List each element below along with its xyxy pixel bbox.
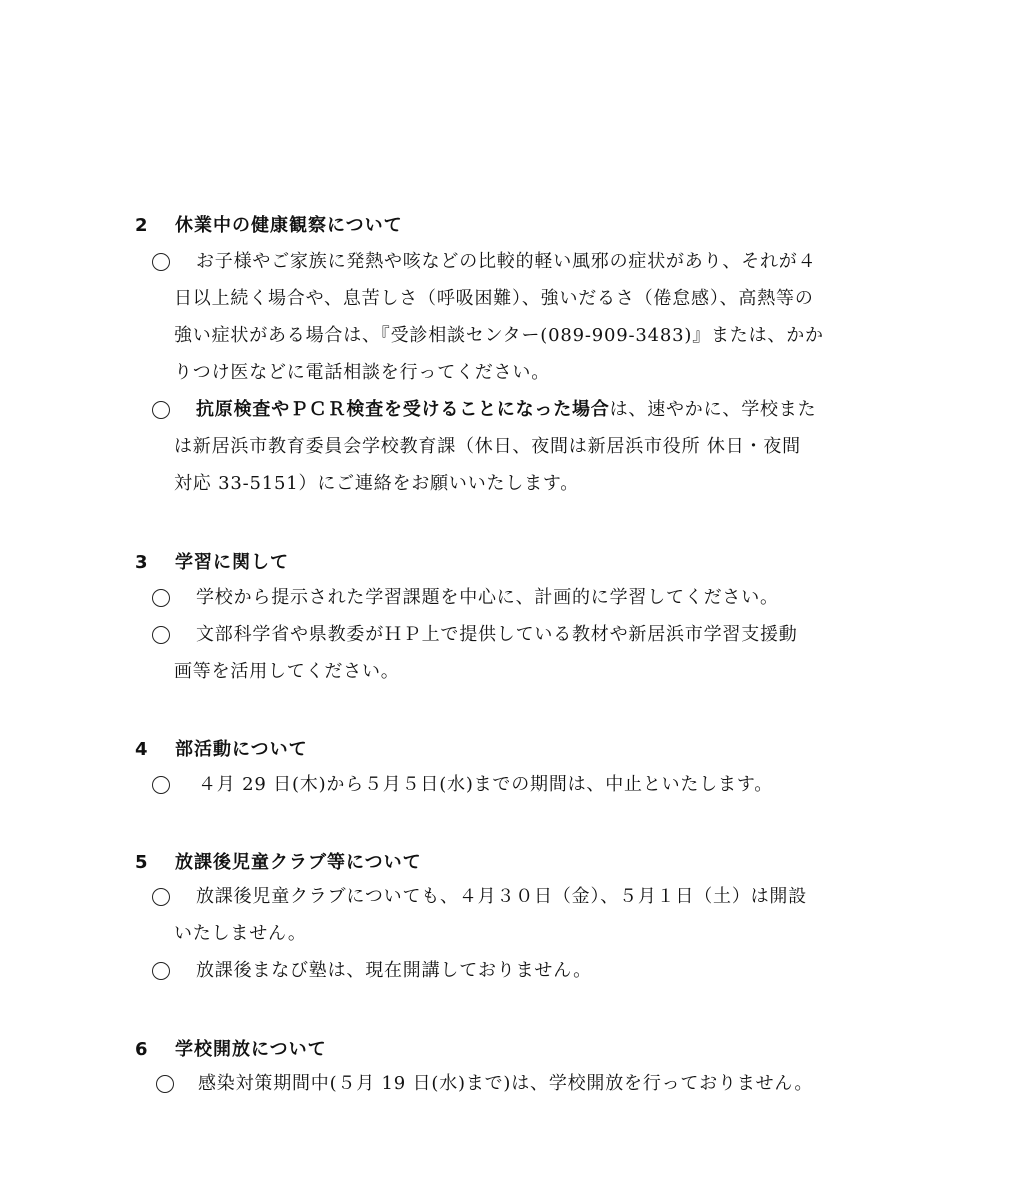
section-title: 部活動について [175,739,308,760]
section-number: 5 [135,852,149,873]
circle-bullet-icon [152,589,170,607]
item-line: 放課後まなび塾は、現在開講しておりません。 [196,960,592,981]
item-line [196,399,816,421]
bold-emphasis: 抗原検査やＰＣＲ検査を受けることになった場合 [196,399,610,420]
item-line: は新居浜市教育委員会学校教育課（休日、夜間は新居浜市役所 休日・夜間 [174,436,801,457]
section-heading [135,211,403,237]
item-line: 日以上続く場合や、息苦しさ（呼吸困難）、強いだるさ（倦怠感）、高熱等の [174,288,814,309]
circle-bullet-icon [152,253,170,271]
section-number: 3 [135,552,149,573]
item-line: 放課後児童クラブについても、４月３０日（金）、５月１日（土）は開設 [196,886,808,907]
circle-bullet-icon [152,776,170,794]
item-line: りつけ医などに電話相談を行ってください。 [174,362,550,383]
item-line: いたしません。 [174,923,307,944]
section-heading [135,1035,327,1061]
item-line-rest: は、速やかに、学校また [609,399,817,420]
section-heading [135,548,289,574]
section-title: 学校開放について [175,1039,327,1060]
item-line: 対応 33-5151）にご連絡をお願いいたします。 [174,473,580,494]
section-number: 2 [135,215,149,236]
section-number: 6 [135,1039,149,1060]
section-heading [135,735,308,761]
circle-bullet-icon [156,1075,174,1093]
circle-bullet-icon [152,962,170,980]
item-line: 強い症状がある場合は、『受診相談センター(089-909-3483)』または、かか [174,325,824,346]
circle-bullet-icon [152,626,170,644]
circle-bullet-icon [152,401,170,419]
item-line: 画等を活用してください。 [174,661,400,682]
section-heading [135,848,422,874]
section-title: 放課後児童クラブ等について [175,852,422,873]
item-line: ４月 29 日(木)から５月５日(水)までの期間は、中止といたします。 [198,774,773,795]
item-line: 文部科学省や県教委がＨＰ上で提供している教材や新居浜市学習支援動 [196,624,798,645]
section-title: 学習に関して [175,552,289,573]
item-line: 学校から提示された学習課題を中心に、計画的に学習してください。 [196,587,779,608]
item-line: お子様やご家族に発熱や咳などの比較的軽い風邪の症状があり、それが４ [196,251,817,272]
section-title: 休業中の健康観察について [175,215,403,236]
circle-bullet-icon [152,888,170,906]
item-line: 感染対策期間中(５月 19 日(水)まで)は、学校開放を行っておりません。 [198,1073,814,1094]
section-number: 4 [135,739,149,760]
